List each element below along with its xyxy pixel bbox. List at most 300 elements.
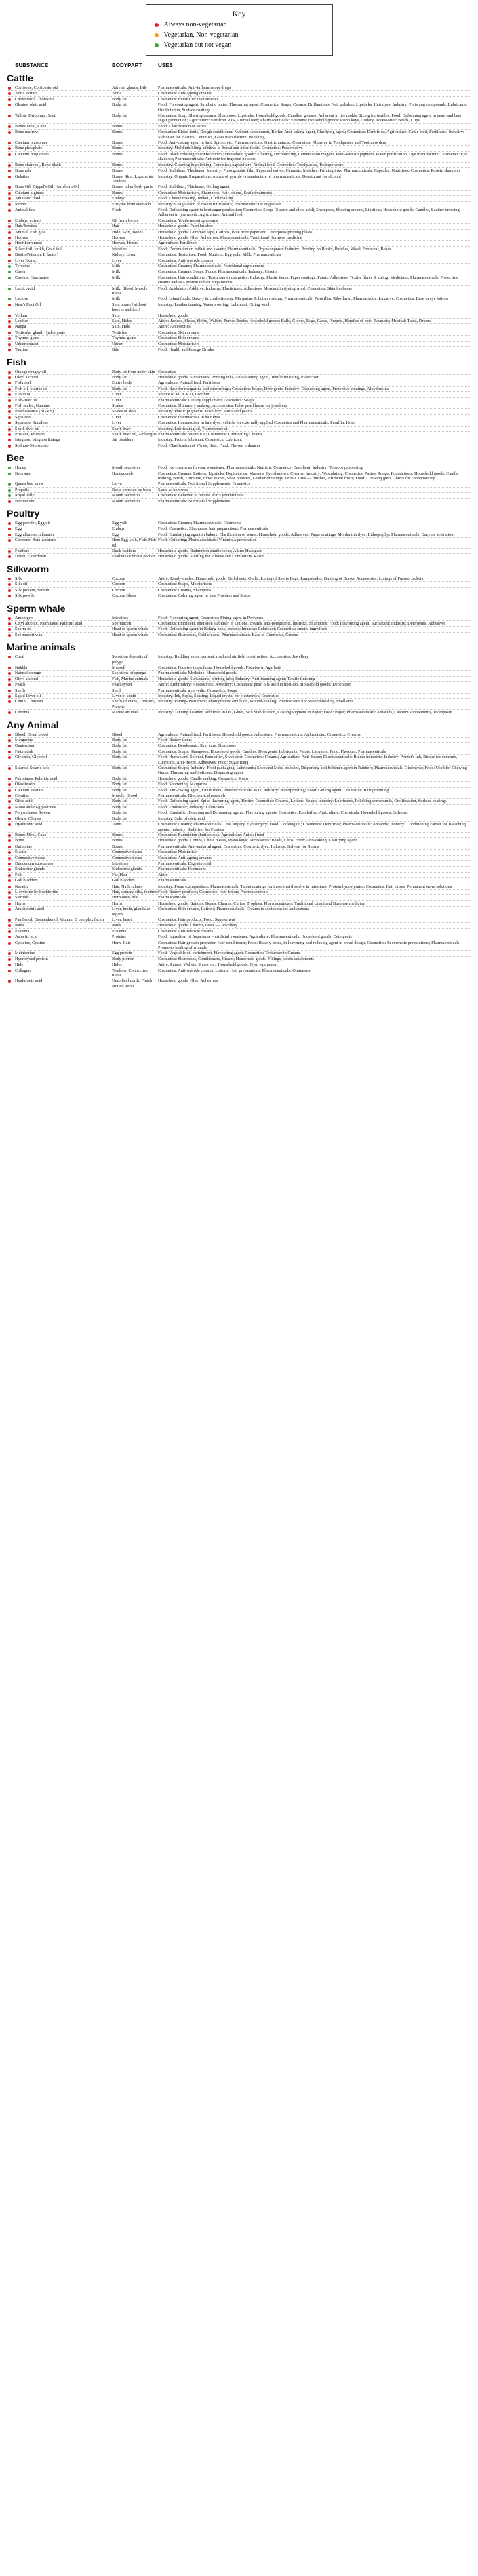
- uses-cell: Attire: [158, 872, 168, 877]
- bodypart-cell: Bones: [112, 130, 123, 135]
- uses-cell: Food: Anti-caking agent, Emulsifiers; Pharmaceuticals: Wax; Industry: Waterproofing; Food: Gelling agent; Cosmetics: Hair grooming: [158, 787, 389, 793]
- dot-icon: [8, 376, 11, 379]
- bodypart-cell: Body fat: [112, 738, 127, 742]
- dot-icon: [8, 298, 11, 300]
- substance-name: Coral: [15, 654, 24, 660]
- substance-cell: [7, 588, 112, 593]
- table-row: [7, 922, 470, 928]
- section-title: Sperm whale: [7, 602, 66, 614]
- dot-icon: [8, 583, 11, 586]
- bodypart-cell: Duck feathers: [112, 549, 136, 554]
- uses-cell: Pharmaceuticals: [158, 878, 186, 884]
- substance-cell: [7, 833, 112, 837]
- dot-icon: [8, 595, 11, 597]
- bodypart-cell: Body fat: [112, 102, 127, 108]
- table-row: [7, 318, 470, 323]
- table-row: [7, 688, 470, 693]
- key-item-label: Vegetarian but not vegan: [163, 41, 232, 49]
- dot-icon: [8, 98, 11, 101]
- table-row: [7, 934, 470, 939]
- table-row: [7, 263, 470, 269]
- uses-cell: Cosmetics: Youth-restoring creams: [158, 218, 218, 223]
- bodypart-cell: Umbilical cords, Fluids around joints: [112, 978, 153, 989]
- substance-name: Neat's Foot Oil: [15, 302, 41, 307]
- substance-name: Bee venom: [15, 498, 35, 504]
- dot-icon: [8, 186, 11, 189]
- table-row: [7, 765, 470, 776]
- bodypart-cell: Joints: [112, 822, 122, 827]
- substance-name: Hoof horn meal: [15, 241, 42, 246]
- substance-name: Lactose: [15, 296, 28, 302]
- substance-cell: [7, 196, 112, 201]
- substance-cell: [7, 168, 112, 173]
- dot-icon: [8, 919, 11, 922]
- uses-cell: Industry: Foam extinguishers; Pharmaceuticals: Tablet coatings for those that dissolve in intestines; Protein hydrolysates; Cosmetics: Hair rinses, Permanent wave solutions: [158, 884, 452, 889]
- uses-cell: Food: Black coloring in confectioners; Household goods: Filtering, Decolorizing, Cementation reagent, Paint-varnish pigment, Water purification, Dye manufacture; Cosmetics: Eye shadows; Pharmaceuticals: Antidote for ingested poisons: [158, 151, 468, 162]
- dot-icon: [8, 87, 11, 90]
- uses-cell: Food: Decoration on mithai and sweets; Pharmaceuticals: Chyawanprash; Industry: Printing on Books, Porches, Wood, Footwear, Boxes: [158, 246, 392, 252]
- bodypart-cell: [112, 443, 158, 448]
- substance-name: Shark liver oil: [15, 426, 40, 431]
- table-row: [7, 632, 470, 637]
- uses-cell: Food: Defoaming agent in beet sugar production; Cosmetics: Soaps (Stearic and oleic acid), Shampoos, Shaving creams, Lipsticks; Household goods: Candles, Leather dressing, Adherent in tyre molds; Agriculture: Animal feed: [158, 207, 461, 218]
- substance-cell: [7, 471, 112, 481]
- bodypart-cell: Testicles: [112, 330, 127, 335]
- table-row: [7, 162, 470, 167]
- dot-icon: [8, 589, 11, 592]
- substance-name: Feathers: [15, 549, 30, 554]
- dot-icon: [8, 260, 11, 262]
- substance-cell: [7, 934, 112, 939]
- substance-name: Hooves: [15, 235, 28, 240]
- substance-name: Carotene, Beta-carotene: [15, 538, 56, 543]
- dot-icon: [8, 896, 11, 899]
- substance-cell: [7, 313, 112, 318]
- table-row: [7, 950, 470, 955]
- bodypart-cell: Scales or skin: [112, 409, 136, 414]
- substance-cell: [7, 654, 112, 665]
- dot-icon: [8, 170, 11, 172]
- dot-icon: [8, 192, 11, 195]
- substance-cell: [7, 481, 112, 486]
- bodypart-cell: Liver, heart: [112, 917, 132, 922]
- substance-name: Bone charcoal, Bone black: [15, 162, 61, 167]
- substance-cell: [7, 799, 112, 804]
- bodypart-cell: Connective tissue: [112, 850, 142, 855]
- table-row: [7, 443, 470, 448]
- substance-cell: [7, 576, 112, 581]
- table-row: [7, 894, 470, 900]
- substance-name: Cortisone, Corticosteroid: [15, 85, 58, 90]
- table-row: [7, 537, 470, 548]
- table-row: [7, 581, 470, 587]
- substance-cell: [7, 884, 112, 889]
- section-rows: [7, 616, 470, 638]
- substance-cell: [7, 258, 112, 263]
- uses-cell: Cosmetics: Creams; Pharmaceuticals: Ointments: [158, 521, 241, 526]
- uses-cell: Pharmaceuticals: Nutritional Supplements: [158, 498, 231, 504]
- uses-cell: Cosmetics: Moisturisers: [158, 341, 200, 346]
- dot-icon: [8, 846, 11, 848]
- substance-name: Cholesterol, Cholestrin: [15, 96, 55, 102]
- dot-icon: [8, 964, 11, 966]
- uses-cell: Industry: Cleaning & polishing, Ceramics; Agriculture: Animal feed; Cosmetics: Toothpastes, Toothpowders: [158, 162, 344, 167]
- dot-icon: [8, 265, 11, 268]
- uses-cell: Pharmaceuticals: Digestive aid: [158, 860, 211, 866]
- table-row: [7, 889, 470, 894]
- bodypart-cell: Liver: [112, 392, 121, 397]
- dot-icon: [8, 528, 11, 530]
- bodypart-cell: Body fat: [112, 787, 127, 793]
- dot-icon: [8, 445, 11, 448]
- substance-name: Udder extract: [15, 341, 39, 346]
- table-row: [7, 269, 470, 274]
- bodypart-cell: Muscle, Blood: [112, 793, 138, 799]
- substance-cell: [7, 398, 112, 403]
- bodypart-cell: Cocoon: [112, 576, 125, 581]
- dot-icon: [8, 320, 11, 323]
- bodypart-cell: Body fat: [112, 816, 127, 821]
- dot-icon: [8, 164, 11, 167]
- substance-cell: [7, 593, 112, 598]
- substance-name: Vellum: [15, 313, 28, 318]
- section-title: Poultry: [7, 508, 40, 519]
- table-row: [7, 190, 470, 195]
- bodypart-cell: Body fat: [112, 96, 127, 102]
- substance-cell: [7, 409, 112, 414]
- table-row: [7, 129, 470, 140]
- uses-cell: Industry: Paving-instrument; Photographic emulsion, Wound-healing; Pharmaceuticals: Wound-healing emollients: [158, 699, 354, 705]
- bodypart-cell: Shark liver oil, Ambergris: [112, 431, 157, 437]
- dot-icon: [8, 745, 11, 747]
- substance-name: Natural sponge: [15, 671, 41, 676]
- dot-icon: [8, 622, 11, 625]
- table-row: [7, 403, 470, 408]
- bodypart-cell: Body fat: [112, 374, 127, 380]
- substance-cell: [7, 191, 112, 195]
- dot-icon: [8, 617, 11, 620]
- bodypart-cell: Egg protein: [112, 951, 132, 956]
- uses-cell: Cosmetics: [158, 369, 176, 374]
- bodypart-cell: Placenta: [112, 928, 127, 934]
- substance-name: Placenta: [15, 928, 30, 934]
- dot-icon: [8, 683, 11, 686]
- table-row: [7, 323, 470, 329]
- section-rows: [7, 654, 470, 715]
- uses-cell: Food: Cheese making, Junket, Curd making: [158, 196, 233, 201]
- dot-icon: [8, 343, 11, 346]
- dot-icon: [8, 242, 11, 245]
- uses-cell: Cosmetics: Believed to restore skin's youthfulness: [158, 493, 244, 498]
- substance-name: Bones Meal, Cake: [15, 123, 47, 129]
- substance-name: Testicular gland, Hydrolysate: [15, 330, 66, 335]
- uses-cell: Industry: Organic Preparations, source of pyrrole - manufacture of pharmaceuticals, Denaturant for alcohol: [158, 174, 341, 179]
- bodypart-cell: Egg: [112, 532, 119, 537]
- uses-cell: Pharmaceuticals: ayurvedic; Cosmetics: Soaps: [158, 688, 238, 693]
- dot-icon: [8, 795, 11, 797]
- table-row: [7, 335, 470, 340]
- bodypart-cell: Embryo: [112, 196, 126, 201]
- uses-cell: Attire: Accessories: [158, 324, 191, 330]
- table-row: [7, 195, 470, 201]
- table-row: [7, 587, 470, 593]
- substance-name: Silk powder: [15, 593, 36, 599]
- uses-cell: Attire: Ready-mades; Household goods: Bed sheets, Quilts, Lining of Sports Bags, Lampshades, Binding of Books, Accessories: Linings of Purses, Jackets: [158, 576, 424, 581]
- substance-cell: [7, 627, 112, 631]
- substance-cell: [7, 387, 112, 391]
- substance-cell: [7, 616, 112, 620]
- substance-cell: [7, 443, 112, 448]
- dot-icon: [8, 578, 11, 580]
- dot-icon: [8, 891, 11, 894]
- table-row: [7, 940, 470, 951]
- uses-cell: Food: Stabilizer, Thickener; Industry: Photographic film, Paper adhesives, Cements, Matches, Printing inks; Pharmaceuticals: Capsules, Nutritives; Cosmetics: Protein shampoo: [158, 168, 460, 174]
- table-row: [7, 397, 470, 403]
- substance-name: Honey: [15, 465, 26, 471]
- substance-cell: [7, 235, 112, 240]
- dot-icon: [8, 153, 11, 156]
- bodypart-cell: Bones: [112, 168, 123, 174]
- uses-cell: Cosmetics: Moisturiser: [158, 850, 198, 855]
- dot-icon: [8, 489, 11, 492]
- substance-cell: [7, 901, 112, 906]
- substance-name: Hyaluronic acid: [15, 978, 43, 984]
- table-row: [7, 408, 470, 414]
- substance-name: Queen bee larva: [15, 481, 43, 487]
- bodypart-cell: Skeletons of sponge: [112, 671, 146, 676]
- uses-cell: Cosmetics: Soap, Shaving creams, Shampoos, Lipsticks; Household goods: Candles, greases, Adherent in tire molds, Sizing for textiles; Food: Deforming agent in yeast and beet sugar production; Agriculture: Fertilizer Raw, Animal feed; Pharmaceuticals: Vitamins; Household goods: Piano keys, Cutlery, Accessories: Beads, Clips: [158, 113, 462, 123]
- dot-icon: [8, 818, 11, 820]
- table-row: [7, 754, 470, 765]
- bodypart-cell: Bones: [112, 838, 123, 844]
- dot-icon: [155, 33, 159, 37]
- bodypart-cell: Hair, Nails, claws: [112, 884, 142, 889]
- dot-icon: [8, 734, 11, 736]
- substance-cell: [7, 749, 112, 754]
- dot-icon: [8, 147, 11, 150]
- substance-name: Pristane, Pristane: [15, 431, 45, 437]
- table-row: [7, 626, 470, 631]
- table-row: [7, 113, 470, 123]
- substance-cell: [7, 838, 112, 843]
- dot-icon: [8, 467, 11, 469]
- dot-icon: [8, 767, 11, 770]
- substance-name: Calcium stearate: [15, 787, 44, 793]
- bodypart-cell: Scales: [112, 403, 123, 408]
- uses-cell: Cosmetics: Creams, Soaps, Foods, Pharmaceuticals; Industry: Casein: [158, 269, 277, 275]
- table-row: [7, 229, 470, 235]
- substance-cell: [7, 499, 112, 504]
- table-row: [7, 877, 470, 883]
- substance-cell: [7, 380, 112, 385]
- substance-name: Bones Meal, Cake: [15, 832, 47, 837]
- substance-cell: [7, 766, 112, 776]
- uses-cell: Cosmetics: Creams; Pharmaceuticals: Oral surgery, Eye surgery; Food: Cooking oil; Cosmetics: Dentifrice; Pharmaceuticals: Antacids; Industry: Conditioning carrier for Bleaching agents; Industry: Stabiliser for Plastics: [158, 822, 466, 832]
- dot-icon: [8, 271, 11, 273]
- dot-icon: [8, 739, 11, 742]
- table-row: [7, 85, 470, 90]
- uses-cell: Food: Flavouring agent; Cosmetics: Fixing agent in Perfumes: [158, 615, 264, 620]
- bodypart-cell: Liver, brain, glandular organs: [112, 907, 151, 917]
- bodypart-cell: Secretion deposits of polyps: [112, 654, 148, 665]
- table-row: [7, 787, 470, 793]
- substance-cell: [7, 907, 112, 917]
- substance-name: Creatine: [15, 793, 30, 799]
- substance-cell: [7, 694, 112, 698]
- substance-cell: [7, 968, 112, 978]
- substance-cell: [7, 710, 112, 715]
- substance-name: Liver Extract: [15, 258, 38, 263]
- bodypart-cell: Hides: [112, 962, 122, 968]
- substance-cell: [7, 755, 112, 765]
- substance-name: Felt: [15, 872, 22, 877]
- bodypart-cell: Bones: [112, 190, 123, 195]
- substance-name: Arachidonic acid: [15, 907, 45, 912]
- dot-icon: [8, 500, 11, 503]
- uses-cell: Cosmetics: Soaps, Moisturisers: [158, 582, 212, 587]
- bodypart-cell: Kidney, Liver: [112, 252, 136, 258]
- dot-icon: [8, 834, 11, 837]
- dot-icon: [8, 494, 11, 497]
- dot-icon: [8, 924, 11, 927]
- uses-cell: Household goods: Surfactants, printing inks; Industry: Anti-foaming agent; Textile finishing: [158, 676, 316, 681]
- section-title: Silkworm: [7, 563, 49, 574]
- dot-icon: [8, 667, 11, 669]
- dot-icon: [8, 209, 11, 212]
- substance-cell: [7, 319, 112, 323]
- key-legend: [146, 4, 333, 56]
- uses-cell: Cosmetics: Skin creams, Lotions; Pharmaceuticals: Creams to soothe rashes and eczema: [158, 907, 309, 912]
- table-row: [7, 218, 470, 223]
- bodypart-cell: Skin, Hide: [112, 324, 130, 330]
- table-row: [7, 956, 470, 962]
- table-row: [7, 670, 470, 675]
- substance-cell: [7, 152, 112, 162]
- section-title: Marine animals: [7, 641, 76, 653]
- table-row: [7, 855, 470, 860]
- dot-icon: [8, 405, 11, 408]
- uses-cell: Agriculture: Animal feed, Fertilisers: [158, 380, 220, 386]
- table-row: [7, 978, 470, 989]
- uses-cell: Food: Infant foods, Bakery & confectionery, Margarine & butter making; Pharmaceuticals: Penicillin, Riboflavin, Pharmaceutic, Laxative; Cosmetics: Base in eye lotions: [158, 296, 449, 302]
- table-row: [7, 698, 470, 709]
- substance-name: L-cysteine hydrochloride: [15, 889, 58, 894]
- substance-name: Nakhla: [15, 665, 28, 670]
- substance-name: Egg albumen, albumin: [15, 532, 54, 537]
- uses-cell: Food; Cosmetics: Shampoos, hair preparations; Pharmaceuticals: [158, 526, 268, 532]
- uses-cell: Cosmetics: Shimmery makeup; Accessories: False pearl lustre for jewellery: [158, 403, 287, 408]
- substance-name: Egg powder, Egg oil: [15, 521, 50, 526]
- uses-cell: Food: Ice creams as flavour, sweetener; Pharmaceuticals: Nutrient; Cosmetics: Emollient; Industry: Tobacco processing: [158, 465, 363, 471]
- bodypart-cell: Bones: [112, 123, 123, 129]
- table-row: [7, 620, 470, 626]
- table-row: [7, 487, 470, 492]
- table-row: [7, 374, 470, 380]
- substance-cell: [7, 521, 112, 526]
- table-row: [7, 709, 470, 715]
- table-row: [7, 866, 470, 871]
- bodypart-cell: Embryo: [112, 526, 126, 532]
- substance-cell: [7, 782, 112, 787]
- bodypart-cell: Bones: [112, 832, 123, 837]
- table-row: [7, 793, 470, 798]
- bodypart-cell: Head of sperm whale: [112, 627, 148, 632]
- substance-cell: [7, 822, 112, 832]
- dot-icon: [8, 672, 11, 675]
- uses-cell: Cosmetics: Hair conditioner, Texturizer in cosmetics; Industry: Plastic items, Paper coatings, Paints, Adhesives, Textile fibres & sizing; Medicines; Pharmaceuticals: Protective creams and as a protein in hair preparations: [158, 275, 458, 285]
- substance-name: Rennet: [15, 201, 27, 207]
- substance-cell: [7, 671, 112, 675]
- dot-icon: [8, 522, 11, 525]
- table-row: [7, 414, 470, 420]
- bodypart-cell: Proteins: [112, 934, 126, 940]
- substance-name: Down, Eiderdown: [15, 554, 47, 559]
- bodypart-cell: Shells of crabs, Lobsters, Prawns: [112, 699, 155, 709]
- substance-cell: [7, 917, 112, 922]
- bodypart-cell: Hooves, Horns: [112, 241, 138, 246]
- substance-cell: [7, 370, 112, 374]
- substance-cell: [7, 688, 112, 693]
- substance-cell: [7, 493, 112, 498]
- table-row: [7, 548, 470, 553]
- uses-cell: Food: Anti-caking agent in Salt, Spices, etc; Pharmaceuticals: Gastric antacid; Cosmetics: Abrasive in Toothpastes and Toothpowders: [158, 140, 386, 146]
- substance-cell: [7, 202, 112, 207]
- substance-name: Pearls: [15, 682, 26, 688]
- substance-cell: [7, 252, 112, 257]
- substance-name: Thymus gland: [15, 336, 40, 341]
- dot-icon: [8, 428, 11, 431]
- bodypart-cell: Hide, Skin, Bones: [112, 229, 143, 235]
- bodypart-cell: Intestines: [112, 615, 129, 620]
- dot-icon: [8, 304, 11, 306]
- uses-cell: Household goods: Glue, Adhesives: [158, 978, 218, 984]
- bodypart-cell: Hair, urinary cilia, feathers: [112, 889, 158, 894]
- dot-icon: [8, 534, 11, 536]
- dot-icon: [8, 254, 11, 256]
- substance-name: Amniotic fluid: [15, 196, 41, 201]
- dot-icon: [8, 176, 11, 178]
- uses-cell: Household goods: Candle making; Cosmetics: Soaps: [158, 776, 249, 781]
- table-row: [7, 258, 470, 263]
- substance-cell: [7, 526, 112, 531]
- uses-cell: Industry: Building stone, cement, road and air field construction; Accessories: Jewellery: [158, 654, 309, 660]
- bodypart-cell: Aorta: [112, 91, 122, 96]
- substance-cell: [7, 621, 112, 626]
- uses-cell: Pharmaceuticals: Nutritional Supplements; Cosmetics: [158, 481, 250, 487]
- table-row: [7, 526, 470, 531]
- bodypart-cell: Body fat: [112, 804, 127, 810]
- substance-cell: [7, 805, 112, 810]
- table-row: [7, 798, 470, 804]
- substance-cell: [7, 776, 112, 781]
- bodypart-cell: Body fat: [112, 782, 127, 787]
- bodypart-cell: Connective tissue: [112, 855, 142, 860]
- uses-cell: Cosmetics: Anti-ageing creams: [158, 855, 212, 860]
- table-row: [7, 102, 470, 113]
- substance-name: Nappa: [15, 324, 26, 330]
- dot-icon: [8, 690, 11, 692]
- substance-cell: [7, 816, 112, 821]
- section-rows: [7, 576, 470, 599]
- substance-name: Oleyl alcohol: [15, 374, 39, 380]
- substance-cell: [7, 330, 112, 335]
- dot-icon: [8, 422, 11, 424]
- table-row: [7, 437, 470, 442]
- substance-name: Fish oil, Marine oil: [15, 386, 48, 391]
- substance-cell: [7, 437, 112, 442]
- bodypart-cell: Bones, other body parts: [112, 184, 153, 190]
- uses-cell: Household goods: Stuffing for Pillows and Comforters. Razor: [158, 554, 264, 559]
